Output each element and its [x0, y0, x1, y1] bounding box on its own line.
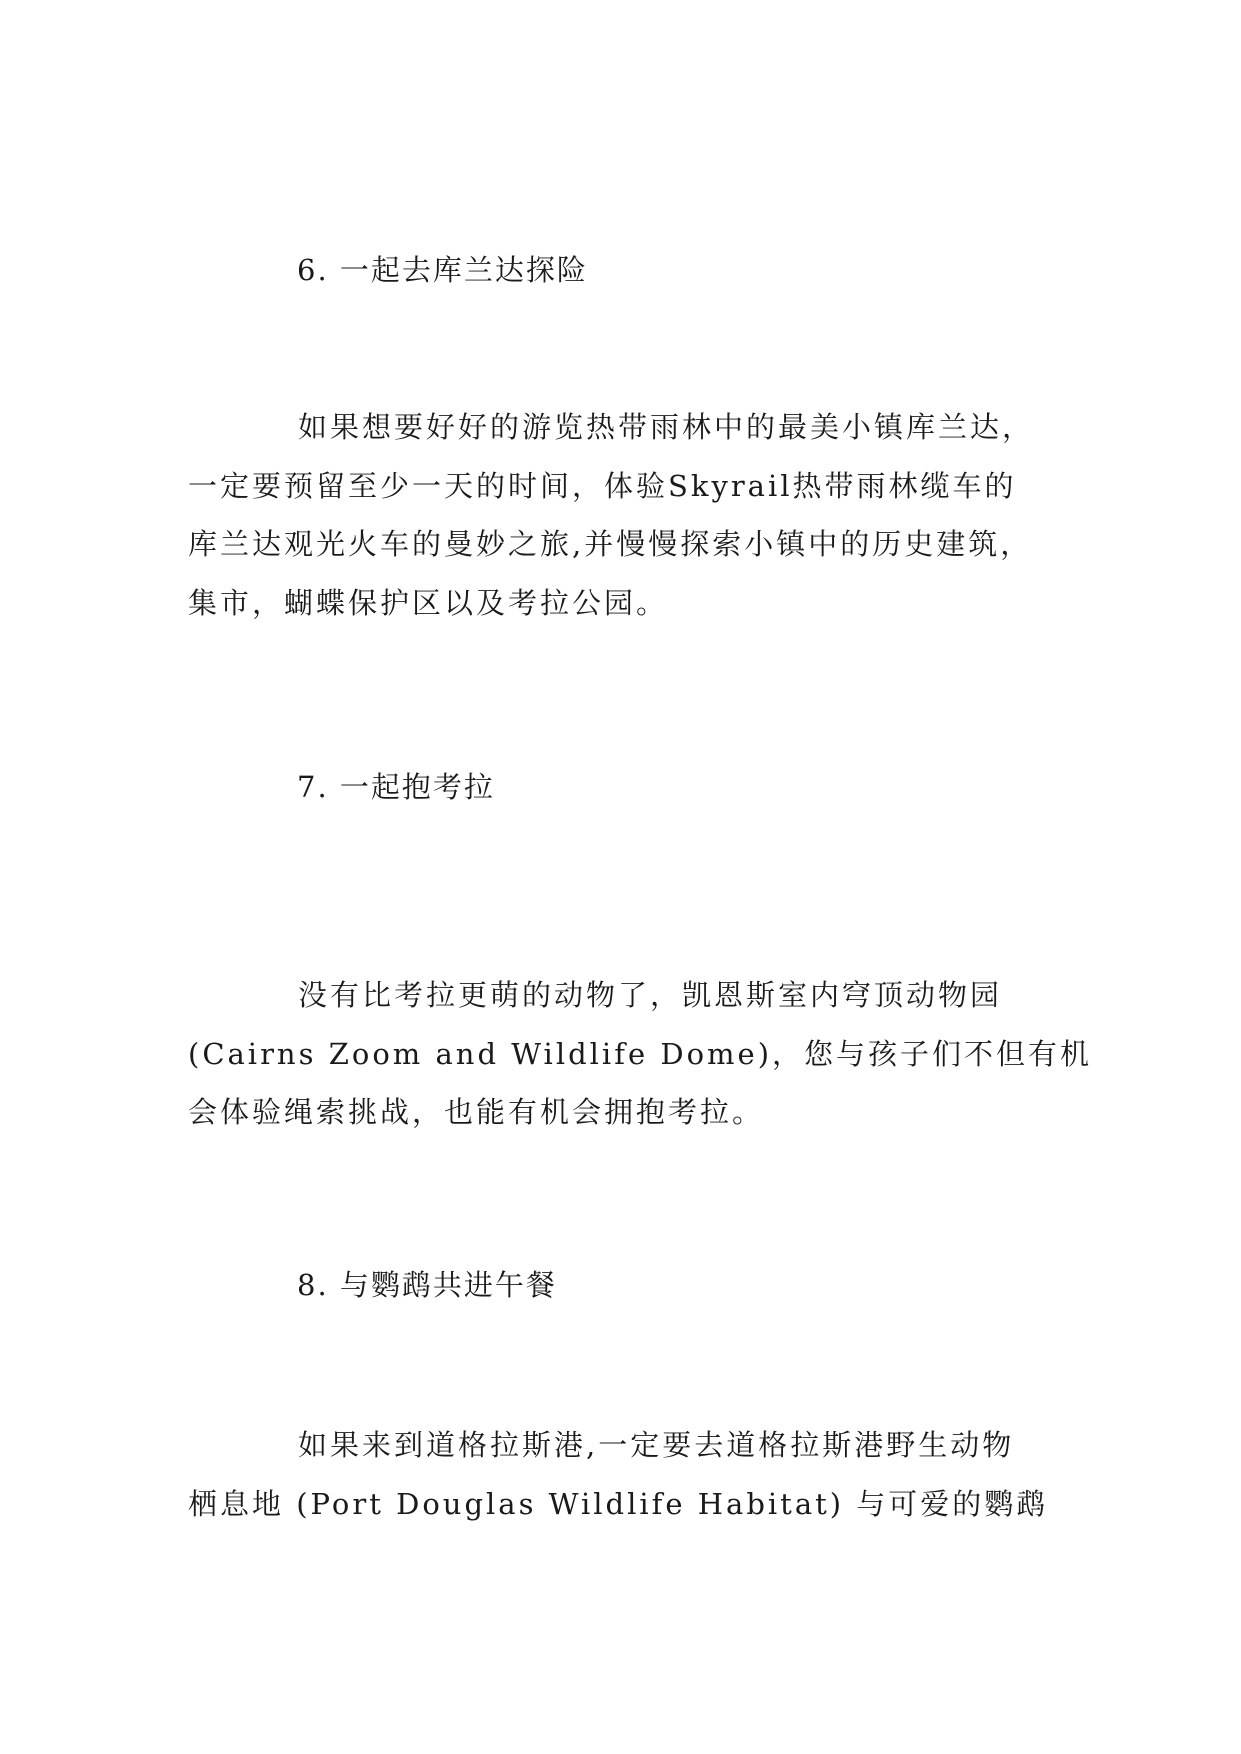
section-6-paragraph	[188, 398, 1058, 632]
paragraph-line: 栖息地 (Port Douglas Wildlife Habitat) 与可爱的鹦鹉	[188, 1486, 1049, 1521]
paragraph-line: 没有比考拉更萌的动物了，凯恩斯室内穹顶动物园	[298, 978, 1003, 1012]
paragraph-line: (Cairns Zoom and Wildlife Dome)，您与孩子们不但有机	[188, 1036, 1093, 1071]
section-7-paragraph	[188, 966, 1093, 1142]
section-6-heading: 6. 一起去库兰达探险	[297, 253, 588, 287]
paragraph-line: 集市，蝴蝶保护区以及考拉公园。	[188, 585, 669, 620]
paragraph-line: 如果来到道格拉斯港,一定要去道格拉斯港野生动物	[298, 1428, 1015, 1462]
paragraph-line: 库兰达观光火车的曼妙之旅,并慢慢探索小镇中的历史建筑，	[188, 527, 1033, 561]
section-8-heading: 8. 与鹦鹉共进午餐	[297, 1268, 557, 1302]
section-8-paragraph	[188, 1416, 1058, 1533]
paragraph-line: 一定要预留至少一天的时间，体验Skyrail热带雨林缆车的	[188, 468, 1017, 503]
paragraph-line: 会体验绳索挑战，也能有机会拥抱考拉。	[188, 1095, 765, 1129]
section-7-heading: 7. 一起抱考拉	[297, 770, 495, 804]
paragraph-line: 如果想要好好的游览热带雨林中的最美小镇库兰达，	[298, 410, 1035, 444]
